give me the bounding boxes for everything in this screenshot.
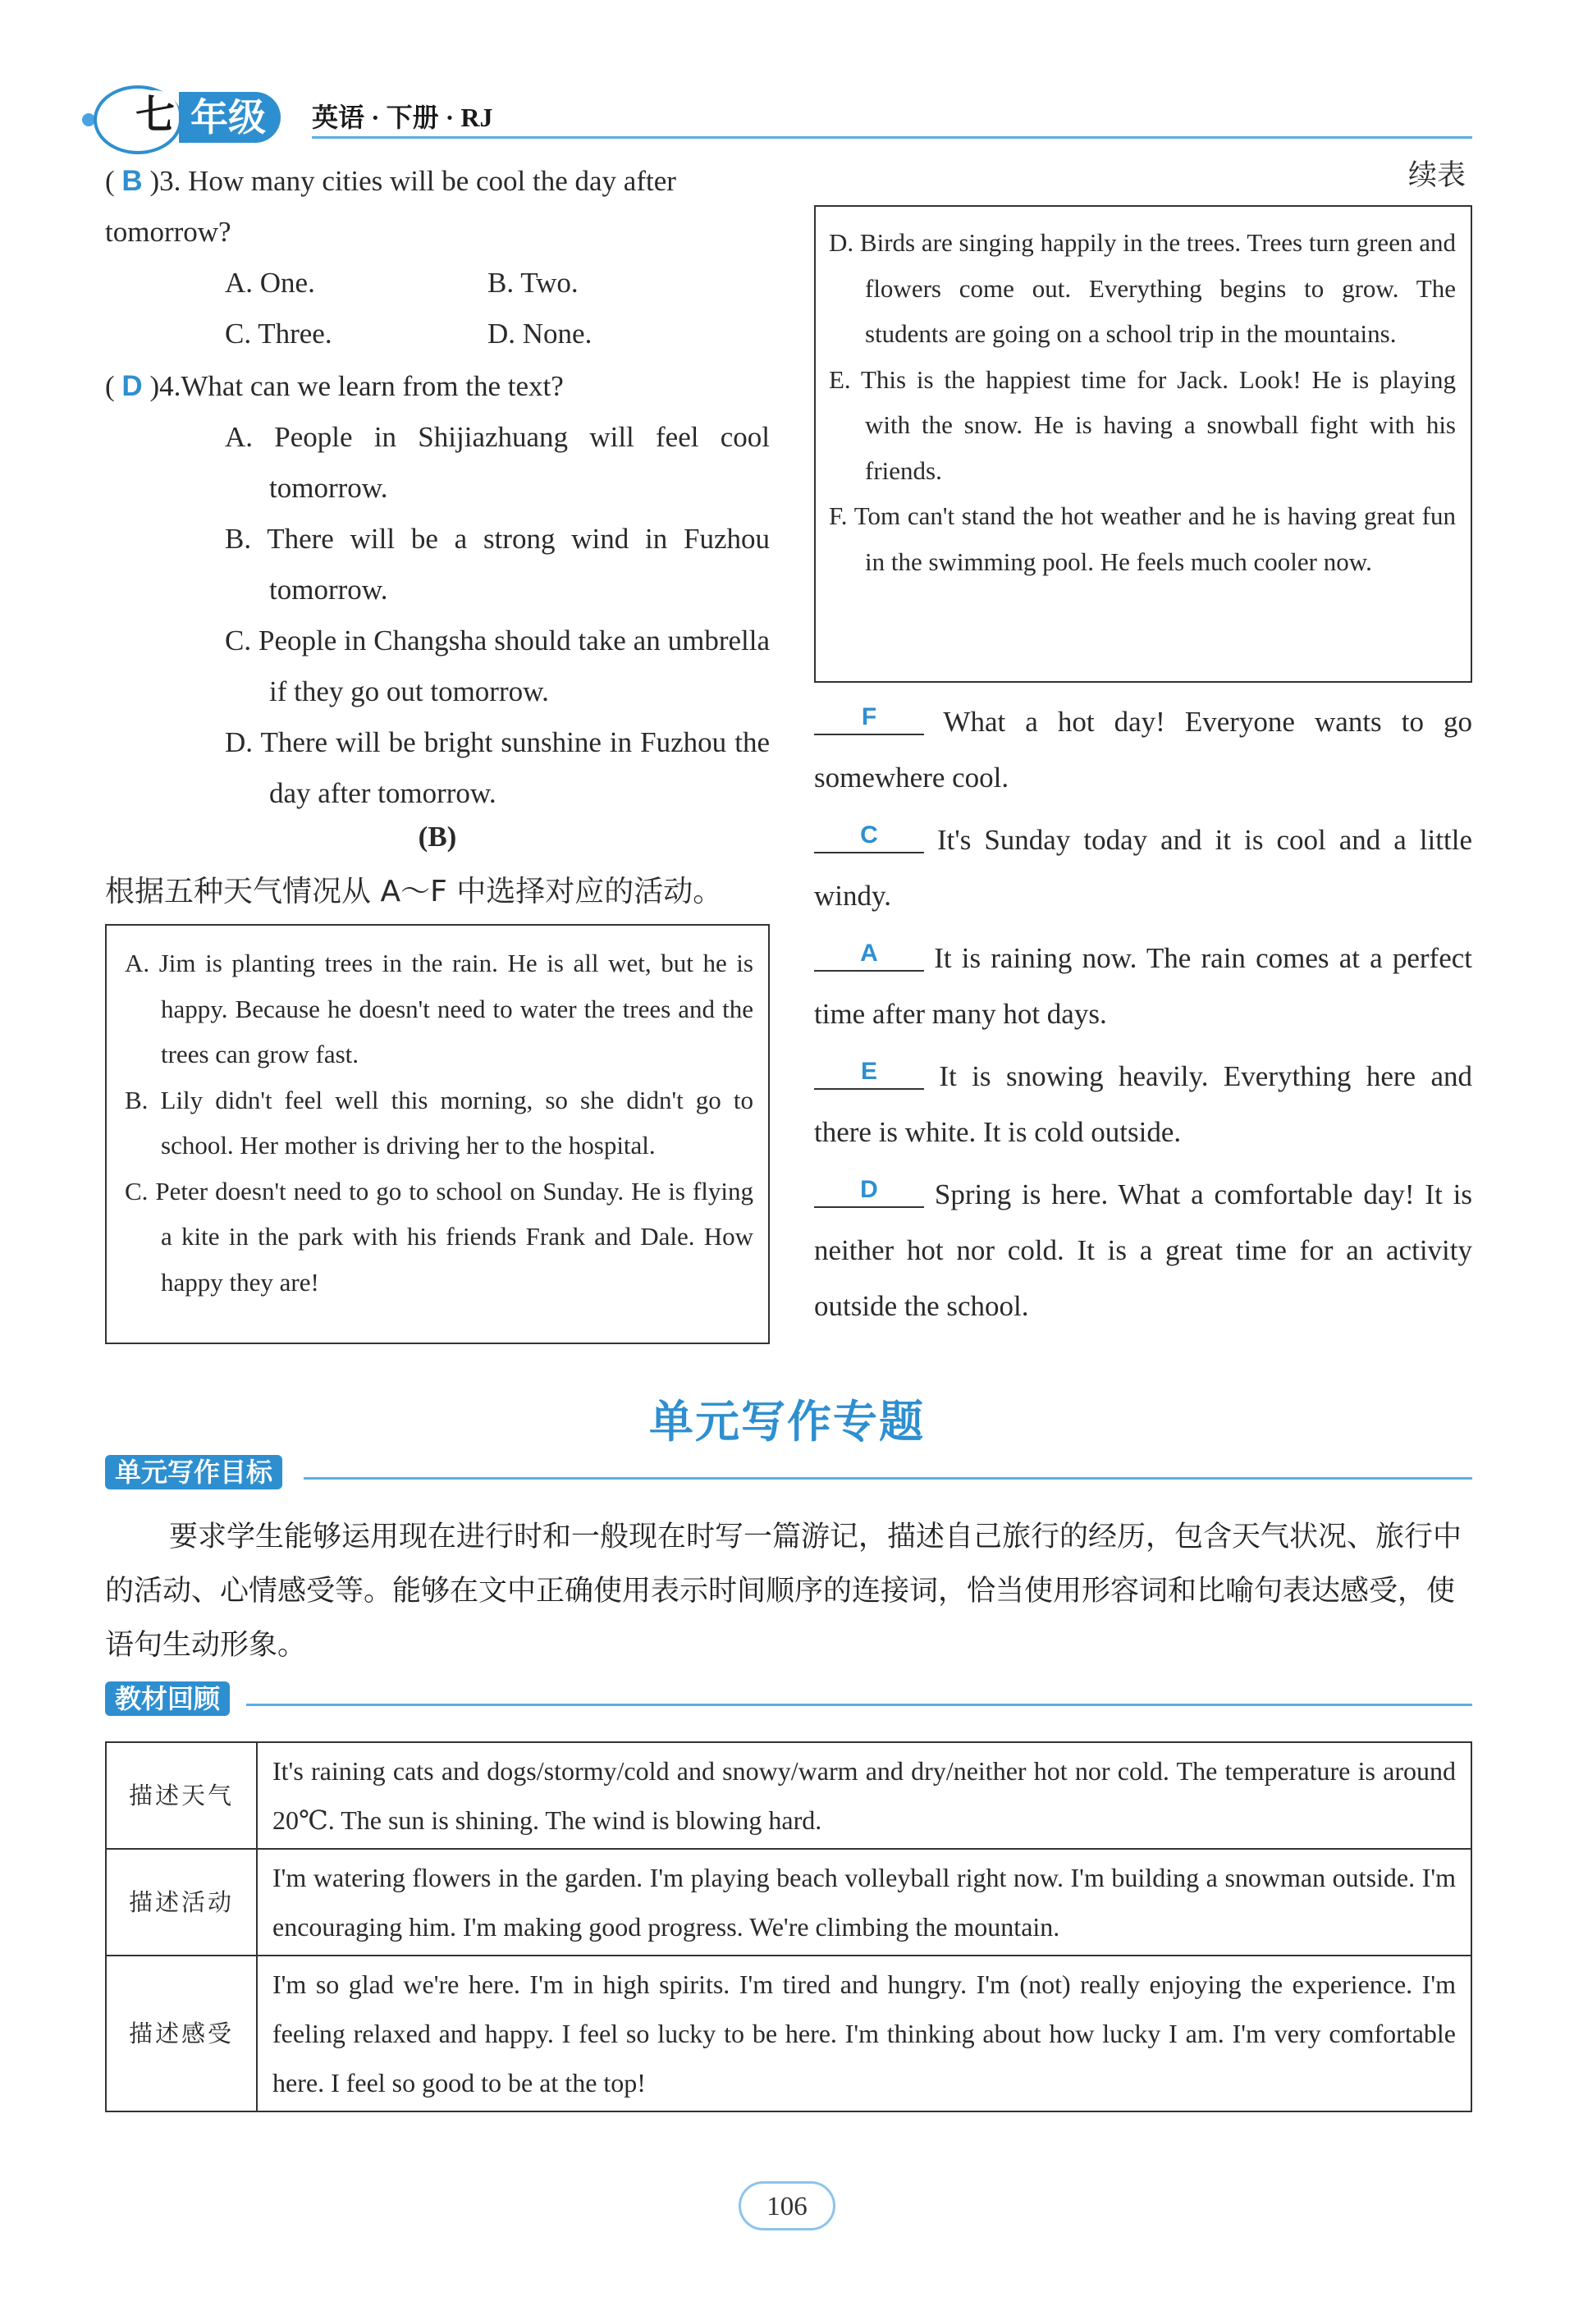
review-tag: 教材回顾 [105, 1681, 230, 1716]
match-item [814, 694, 1472, 806]
option: A. People in Shijiazhuang will feel cool tomorrow. [225, 421, 770, 504]
answer-blank: E [814, 1055, 924, 1090]
option: B. Two. [487, 267, 579, 299]
question-3: ( B )3. How many cities will be cool the day after tomorrow? A. One. B. Two. C. Three. D. None. [105, 156, 770, 359]
header-rule [312, 136, 1472, 139]
option-c: C. Peter doesn't need to go to school on Sunday. He is flying a kite in the park with his friends Frank and Dale. How happy they are! [125, 1176, 753, 1297]
grade-label: 年级 [179, 92, 281, 143]
page-number: 106 [739, 2181, 835, 2230]
match-text: What a hot day! Everyone wants to go somewhere cool. [814, 706, 1472, 794]
question-number: 4. [159, 370, 181, 402]
row-text: I'm so glad we're here. I'm in high spirits. I'm tired and hungry. I'm (not) really enjoying the experience. I'm feeling relaxed and happy. I feel so lucky to be here. I'm thinking about how lucky I am. I'm very comfortable here. I feel so good to be at the top! [257, 1956, 1471, 2111]
question-4: ( D )4.What can we learn from the text? A. People in Shijiazhuang will feel cool tomorrow. B. There will be a strong wind in Fuzhou tomorrow. C. People in Changsha should take an umbrella if they go out tomorrow. D. There will be bright sunshine in Fuzhou the day after tomorrow. [105, 361, 770, 819]
goal-tag-wrap [105, 1454, 282, 1490]
match-item [814, 931, 1472, 1042]
section-b-instruction: 根据五种天气情况从 A～F 中选择对应的活动。 [105, 875, 723, 908]
answer-blank: A [814, 937, 924, 972]
match-item [814, 1167, 1472, 1334]
table-row [106, 1956, 1471, 2111]
option: C. People in Changsha should take an umbrella if they go out tomorrow. [225, 624, 770, 707]
table-row [106, 1849, 1471, 1956]
option: C. Three. [225, 318, 332, 350]
option-f: F. Tom can't stand the hot weather and he is having great fun in the swimming pool. He feels much cooler now. [829, 501, 1456, 576]
match-text: Spring is here. What a comfortable day! It is neither hot nor cold. It is a great time for an activity outside the school. [814, 1178, 1472, 1322]
question-number: 3. [159, 165, 181, 197]
option-b: B. Lily didn't feel well this morning, so she didn't go to school. Her mother is driving her to the hospital. [125, 1085, 753, 1160]
row-text: It's raining cats and dogs/stormy/cold and snowy/warm and dry/neither hot nor cold. The temperature is around 20℃. The sun is shining. The wind is blowing hard. [257, 1742, 1471, 1849]
continued-label: 续表 [1408, 159, 1466, 192]
section-b-heading: (B) [418, 821, 457, 853]
grade-char: 七 [131, 90, 179, 140]
match-text: It is raining now. The rain comes at a perfect time after many hot days. [814, 942, 1472, 1030]
options-box-left [105, 924, 770, 1344]
question-text: What can we learn from the text? [181, 370, 564, 402]
matching-items [814, 694, 1472, 1334]
match-text: It's Sunday today and it is cool and a little windy. [814, 824, 1472, 912]
writing-goal-text: 要求学生能够运用现在进行时和一般现在时写一篇游记，描述自己旅行的经历，包含天气状况、旅行中的活动、心情感受等。能够在文中正确使用表示时间顺序的连接词，恰当使用形容词和比喻句表达感受，使语句生动形象。 [105, 1521, 1462, 1662]
row-label: 描述天气 [106, 1742, 257, 1849]
match-item [814, 812, 1472, 924]
row-text: I'm watering flowers in the garden. I'm playing beach volleyball right now. I'm building a snowman outside. I'm encouraging him. I'm making good progress. We're climbing the mountain. [257, 1849, 1471, 1956]
answer-blank: C [814, 819, 924, 853]
answer-blank: F [814, 701, 924, 735]
option-a: A. Jim is planting trees in the rain. He is all wet, but he is happy. Because he doesn't need to water the trees and the trees can grow fast. [125, 949, 753, 1068]
goal-tag: 单元写作目标 [105, 1455, 282, 1489]
match-item [814, 1049, 1472, 1160]
table-row [106, 1742, 1471, 1849]
answer-blank: D [814, 1173, 924, 1208]
row-label: 描述感受 [106, 1956, 257, 2111]
review-rule [246, 1704, 1472, 1706]
answer-4: D [121, 370, 143, 402]
answer-3: B [121, 165, 143, 197]
option: B. There will be a strong wind in Fuzhou tomorrow. [225, 523, 770, 606]
option-d: D. Birds are singing happily in the trees. Trees turn green and flowers come out. Everything begins to grow. The students are going on a school trip in the mountains. [829, 228, 1456, 348]
subject-label: 英语 · 下册 · RJ [312, 103, 493, 132]
option: D. None. [487, 318, 593, 350]
row-label: 描述活动 [106, 1849, 257, 1956]
question-text: How many cities will be cool the day after tomorrow? [105, 165, 676, 248]
option-e: E. This is the happiest time for Jack. Look! He is playing with the snow. He is having a snowball fight with his friends. [829, 364, 1456, 485]
section-title: 单元写作专题 [649, 1396, 925, 1448]
goal-rule [304, 1477, 1472, 1480]
option: D. There will be bright sunshine in Fuzhou the day after tomorrow. [225, 726, 770, 809]
option: A. One. [225, 267, 315, 299]
options-box-right [814, 205, 1472, 683]
review-tag-wrap [105, 1681, 230, 1717]
review-table [105, 1741, 1472, 2112]
match-text: It is snowing heavily. Everything here and there is white. It is cold outside. [814, 1060, 1473, 1148]
